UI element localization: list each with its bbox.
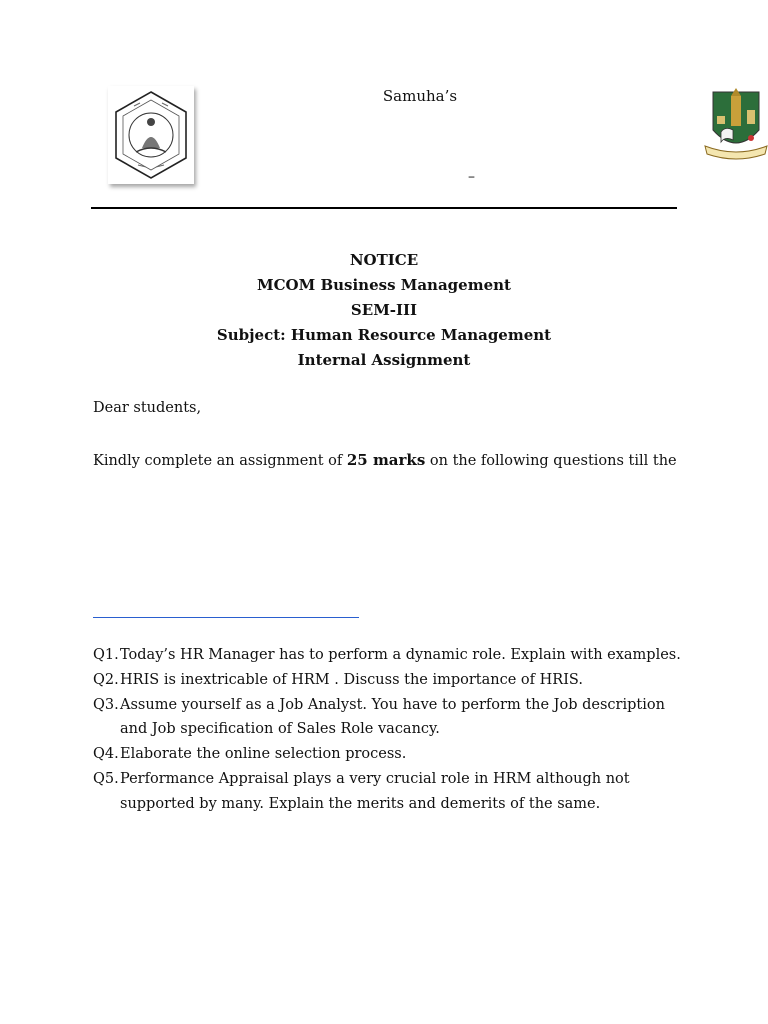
question-number: Q1. (93, 647, 119, 663)
salutation: Dear students, (93, 400, 202, 416)
question-number: Q5. (93, 770, 119, 787)
university-crest-logo (703, 86, 768, 166)
question-number: Q2. (93, 671, 119, 688)
instruction-marks: 25 marks (346, 451, 426, 469)
header-dash: – (468, 169, 475, 185)
link-underline (93, 617, 359, 618)
question-item (93, 668, 683, 693)
question-text: Today’s HR Manager has to perform a dynamic role. Explain with examples. (120, 647, 681, 663)
semester: SEM-III (350, 301, 418, 319)
question-text: Performance Appraisal plays a very crucial role in HRM although not supported by many. Explain the merits and demerits of the same. (120, 770, 630, 812)
question-text: HRIS is inextricable of HRM . Discuss the importance of HRIS. (120, 671, 583, 688)
question-number: Q4. (93, 746, 119, 763)
subject: Subject: Human Resource Management (216, 326, 552, 344)
question-item (93, 767, 683, 817)
course-name: MCOM Business Management (257, 276, 511, 294)
instruction-suffix: on the following questions till the (425, 453, 677, 469)
question-text: Assume yourself as a Job Analyst. You have to perform the Job description and Job specification of Sales Role vacancy. (120, 696, 665, 738)
organization-name: Samuha’s (382, 87, 458, 105)
assignment-type: Internal Assignment (297, 351, 471, 369)
instruction-text (93, 451, 677, 469)
notice-title: NOTICE (349, 251, 419, 269)
question-number: Q3. (93, 696, 119, 713)
question-text: Elaborate the online selection process. (120, 746, 407, 763)
question-list (93, 643, 683, 817)
header-divider (91, 207, 677, 209)
question-item (93, 643, 683, 668)
question-item (93, 693, 683, 743)
instruction-prefix: Kindly complete an assignment of (93, 453, 347, 469)
question-item (93, 742, 683, 767)
